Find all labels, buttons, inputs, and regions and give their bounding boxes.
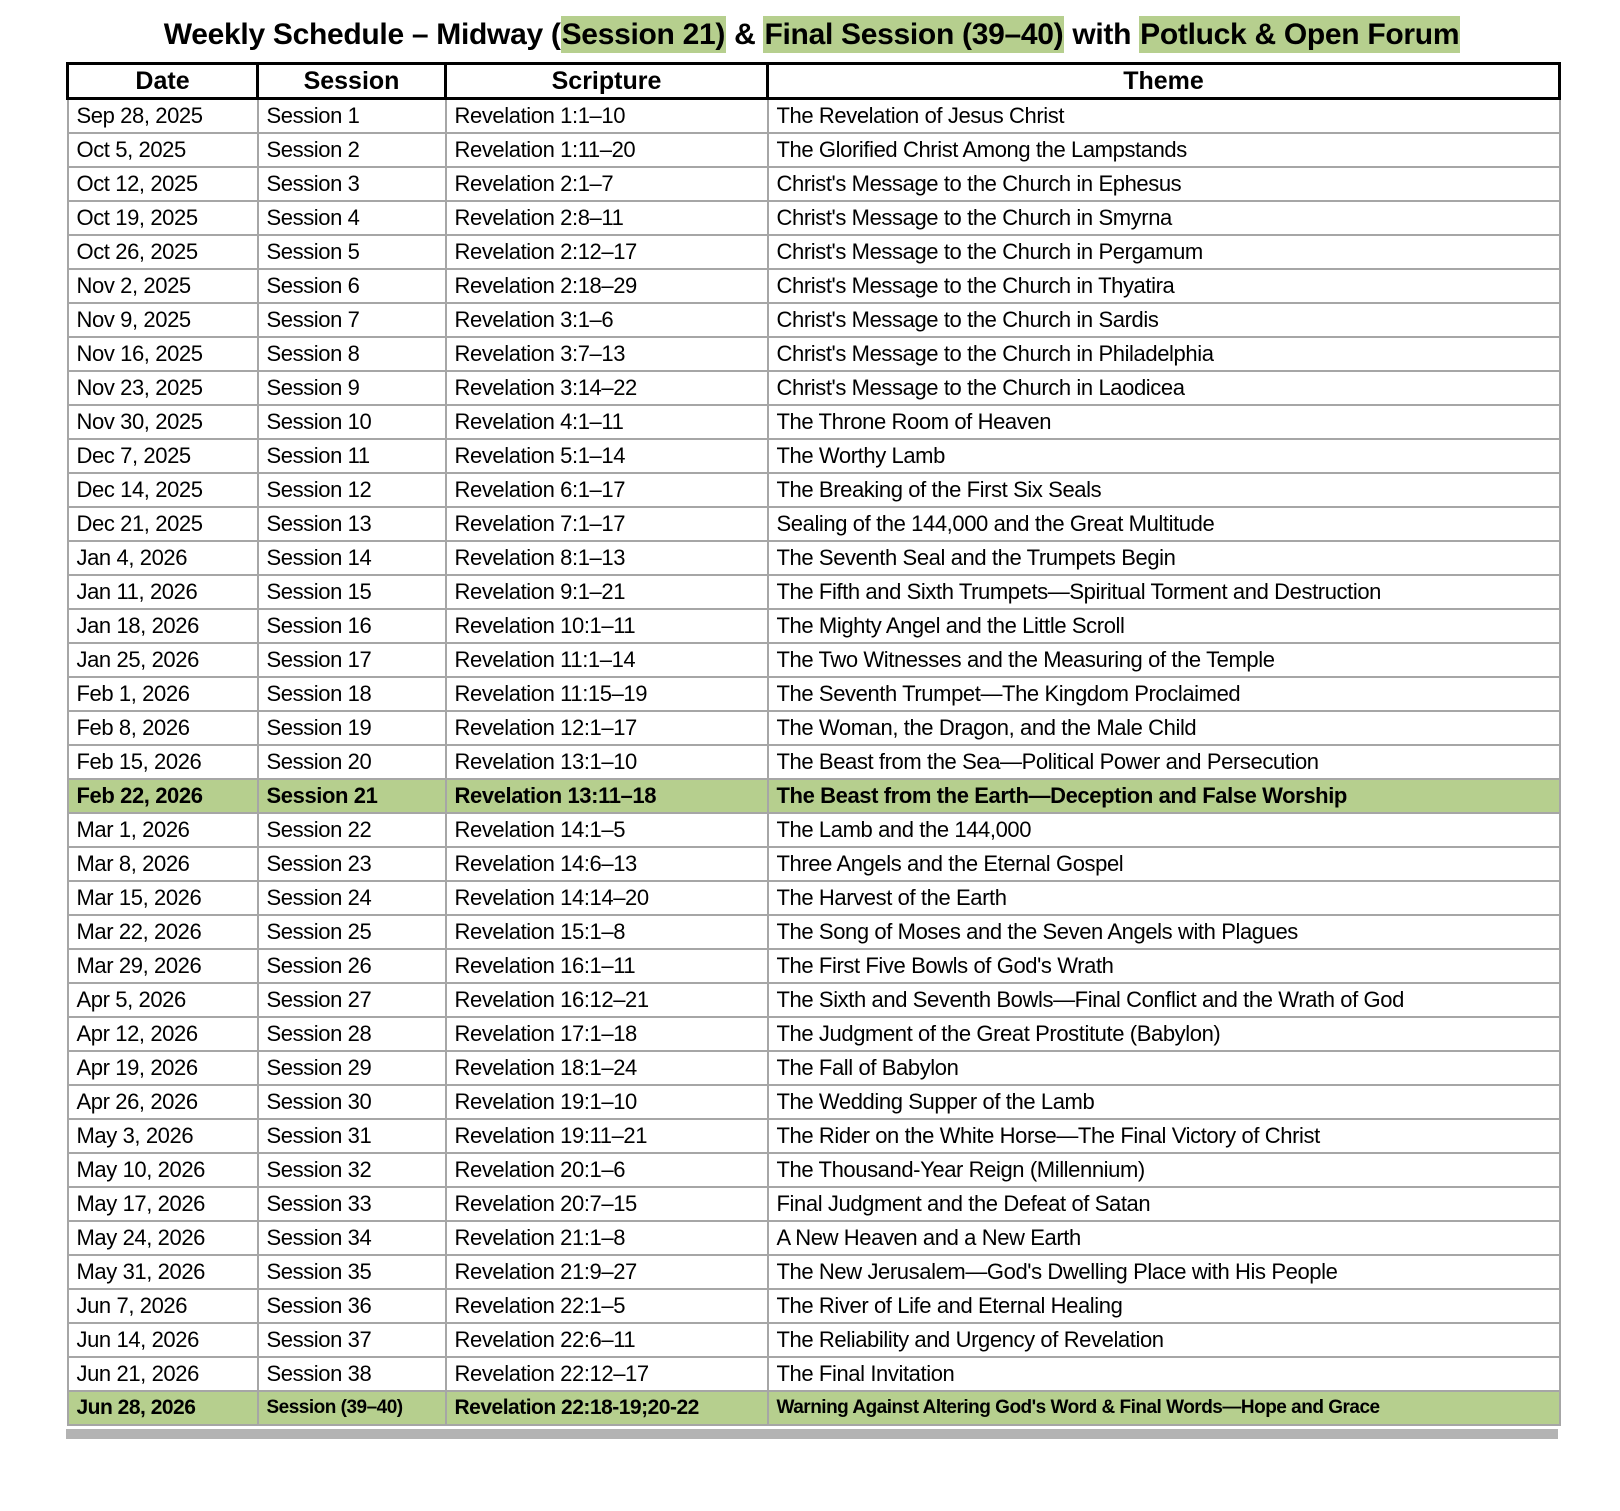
date-cell: Mar 15, 2026 (68, 881, 258, 915)
schedule-row (68, 167, 1560, 201)
title-highlight-segment: Session 21) (561, 18, 726, 51)
theme-cell: The Reliability and Urgency of Revelation (768, 1323, 1560, 1357)
date-cell: May 31, 2026 (68, 1255, 258, 1289)
date-cell: Oct 12, 2025 (68, 167, 258, 201)
schedule-row (68, 881, 1560, 915)
scripture-cell: Revelation 19:11–21 (446, 1119, 768, 1153)
schedule-row (68, 983, 1560, 1017)
theme-cell: The Lamb and the 144,000 (768, 813, 1560, 847)
session-cell: Session 29 (258, 1051, 446, 1085)
column-header-theme: Theme (768, 64, 1560, 99)
date-cell: Feb 1, 2026 (68, 677, 258, 711)
theme-cell: The Final Invitation (768, 1357, 1560, 1391)
schedule-row (68, 371, 1560, 405)
theme-cell: The Thousand-Year Reign (Millennium) (768, 1153, 1560, 1187)
schedule-row (68, 745, 1560, 779)
date-cell: Jun 7, 2026 (68, 1289, 258, 1323)
session-cell: Session 33 (258, 1187, 446, 1221)
theme-cell: The Song of Moses and the Seven Angels with Plagues (768, 915, 1560, 949)
session-cell: Session 34 (258, 1221, 446, 1255)
theme-cell: The Beast from the Earth—Deception and False Worship (768, 779, 1560, 813)
scripture-cell: Revelation 17:1–18 (446, 1017, 768, 1051)
date-cell: Feb 22, 2026 (68, 779, 258, 813)
theme-cell: The Worthy Lamb (768, 439, 1560, 473)
date-cell: Sep 28, 2025 (68, 99, 258, 134)
scripture-cell: Revelation 12:1–17 (446, 711, 768, 745)
schedule-row (68, 813, 1560, 847)
session-cell: Session 23 (258, 847, 446, 881)
theme-cell: A New Heaven and a New Earth (768, 1221, 1560, 1255)
schedule-row (68, 915, 1560, 949)
theme-cell: Three Angels and the Eternal Gospel (768, 847, 1560, 881)
page-title (66, 18, 1558, 52)
date-cell: Mar 1, 2026 (68, 813, 258, 847)
scripture-cell: Revelation 2:8–11 (446, 201, 768, 235)
date-cell: Mar 29, 2026 (68, 949, 258, 983)
schedule-row (68, 1221, 1560, 1255)
session-cell: Session 19 (258, 711, 446, 745)
date-cell: Jan 4, 2026 (68, 541, 258, 575)
column-header-scripture: Scripture (446, 64, 768, 99)
date-cell: May 10, 2026 (68, 1153, 258, 1187)
date-cell: Dec 14, 2025 (68, 473, 258, 507)
schedule-row (68, 269, 1560, 303)
session-cell: Session 26 (258, 949, 446, 983)
session-cell: Session 5 (258, 235, 446, 269)
session-cell: Session 15 (258, 575, 446, 609)
schedule-row (68, 235, 1560, 269)
date-cell: Nov 2, 2025 (68, 269, 258, 303)
date-cell: May 24, 2026 (68, 1221, 258, 1255)
schedule-row (68, 507, 1560, 541)
theme-cell: Christ's Message to the Church in Pergamum (768, 235, 1560, 269)
table-bottom-shadow (66, 1429, 1558, 1439)
date-cell: Nov 16, 2025 (68, 337, 258, 371)
date-cell: Nov 9, 2025 (68, 303, 258, 337)
schedule-row (68, 575, 1560, 609)
session-cell: Session 1 (258, 99, 446, 134)
session-cell: Session 8 (258, 337, 446, 371)
schedule-row (68, 609, 1560, 643)
theme-cell: The Throne Room of Heaven (768, 405, 1560, 439)
session-cell: Session 11 (258, 439, 446, 473)
scripture-cell: Revelation 21:9–27 (446, 1255, 768, 1289)
date-cell: Oct 19, 2025 (68, 201, 258, 235)
scripture-cell: Revelation 22:12–17 (446, 1357, 768, 1391)
title-highlight-segment: Potluck & Open Forum (1140, 18, 1460, 51)
scripture-cell: Revelation 3:14–22 (446, 371, 768, 405)
theme-cell: The Glorified Christ Among the Lampstands (768, 133, 1560, 167)
theme-cell: The Revelation of Jesus Christ (768, 99, 1560, 134)
scripture-cell: Revelation 8:1–13 (446, 541, 768, 575)
scripture-cell: Revelation 7:1–17 (446, 507, 768, 541)
theme-cell: The First Five Bowls of God's Wrath (768, 949, 1560, 983)
scripture-cell: Revelation 14:1–5 (446, 813, 768, 847)
title-highlight-segment: Final Session (39–40) (764, 18, 1064, 51)
scripture-cell: Revelation 18:1–24 (446, 1051, 768, 1085)
date-cell: Apr 12, 2026 (68, 1017, 258, 1051)
theme-cell: Final Judgment and the Defeat of Satan (768, 1187, 1560, 1221)
schedule-row (68, 99, 1560, 134)
scripture-cell: Revelation 22:1–5 (446, 1289, 768, 1323)
scripture-cell: Revelation 2:12–17 (446, 235, 768, 269)
schedule-row (68, 473, 1560, 507)
theme-cell: Christ's Message to the Church in Laodicea (768, 371, 1560, 405)
scripture-cell: Revelation 9:1–21 (446, 575, 768, 609)
session-cell: Session 9 (258, 371, 446, 405)
date-cell: Jan 18, 2026 (68, 609, 258, 643)
session-cell: Session 28 (258, 1017, 446, 1051)
session-cell: Session 36 (258, 1289, 446, 1323)
theme-cell: Christ's Message to the Church in Philadelphia (768, 337, 1560, 371)
theme-cell: The Harvest of the Earth (768, 881, 1560, 915)
session-cell: Session 4 (258, 201, 446, 235)
schedule-row (68, 1357, 1560, 1391)
theme-cell: The Breaking of the First Six Seals (768, 473, 1560, 507)
scripture-cell: Revelation 22:6–11 (446, 1323, 768, 1357)
session-cell: Session 12 (258, 473, 446, 507)
session-cell: Session 13 (258, 507, 446, 541)
schedule-row (68, 303, 1560, 337)
date-cell: Jan 25, 2026 (68, 643, 258, 677)
theme-cell: The New Jerusalem—God's Dwelling Place with His People (768, 1255, 1560, 1289)
theme-cell: The Wedding Supper of the Lamb (768, 1085, 1560, 1119)
date-cell: May 17, 2026 (68, 1187, 258, 1221)
scripture-cell: Revelation 6:1–17 (446, 473, 768, 507)
header-row (68, 64, 1560, 99)
schedule-row (68, 1323, 1560, 1357)
scripture-cell: Revelation 14:14–20 (446, 881, 768, 915)
session-cell: Session 30 (258, 1085, 446, 1119)
session-cell: Session 16 (258, 609, 446, 643)
schedule-row (68, 1289, 1560, 1323)
schedule-row (68, 1187, 1560, 1221)
column-header-date: Date (68, 64, 258, 99)
theme-cell: The Fall of Babylon (768, 1051, 1560, 1085)
session-cell: Session 18 (258, 677, 446, 711)
schedule-row (68, 643, 1560, 677)
scripture-cell: Revelation 2:18–29 (446, 269, 768, 303)
session-cell: Session 17 (258, 643, 446, 677)
schedule-row (68, 1391, 1560, 1425)
scripture-cell: Revelation 16:12–21 (446, 983, 768, 1017)
session-cell: Session 21 (258, 779, 446, 813)
date-cell: Apr 19, 2026 (68, 1051, 258, 1085)
title-segment: & (726, 18, 764, 51)
session-cell: Session 7 (258, 303, 446, 337)
schedule-table (66, 62, 1561, 1426)
date-cell: Feb 8, 2026 (68, 711, 258, 745)
date-cell: Jan 11, 2026 (68, 575, 258, 609)
date-cell: Nov 30, 2025 (68, 405, 258, 439)
session-cell: Session 2 (258, 133, 446, 167)
date-cell: Oct 26, 2025 (68, 235, 258, 269)
scripture-cell: Revelation 20:7–15 (446, 1187, 768, 1221)
schedule-row (68, 1255, 1560, 1289)
schedule-row (68, 949, 1560, 983)
theme-cell: Warning Against Altering God's Word & Final Words—Hope and Grace (768, 1391, 1560, 1425)
session-cell: Session 25 (258, 915, 446, 949)
session-cell: Session 35 (258, 1255, 446, 1289)
schedule-row (68, 133, 1560, 167)
schedule-row (68, 779, 1560, 813)
session-cell: Session 10 (258, 405, 446, 439)
scripture-cell: Revelation 1:1–10 (446, 99, 768, 134)
session-cell: Session 31 (258, 1119, 446, 1153)
date-cell: Jun 21, 2026 (68, 1357, 258, 1391)
session-cell: Session 14 (258, 541, 446, 575)
session-cell: Session 37 (258, 1323, 446, 1357)
theme-cell: The Rider on the White Horse—The Final Victory of Christ (768, 1119, 1560, 1153)
session-cell: Session 24 (258, 881, 446, 915)
scripture-cell: Revelation 15:1–8 (446, 915, 768, 949)
theme-cell: The Fifth and Sixth Trumpets—Spiritual Torment and Destruction (768, 575, 1560, 609)
theme-cell: The Seventh Seal and the Trumpets Begin (768, 541, 1560, 575)
theme-cell: Christ's Message to the Church in Smyrna (768, 201, 1560, 235)
title-segment: Weekly Schedule – Midway ( (163, 18, 561, 51)
session-cell: Session 20 (258, 745, 446, 779)
session-cell: Session 6 (258, 269, 446, 303)
date-cell: Apr 26, 2026 (68, 1085, 258, 1119)
schedule-row (68, 1085, 1560, 1119)
date-cell: May 3, 2026 (68, 1119, 258, 1153)
date-cell: Nov 23, 2025 (68, 371, 258, 405)
scripture-cell: Revelation 14:6–13 (446, 847, 768, 881)
date-cell: Dec 21, 2025 (68, 507, 258, 541)
schedule-row (68, 711, 1560, 745)
scripture-cell: Revelation 2:1–7 (446, 167, 768, 201)
session-cell: Session 27 (258, 983, 446, 1017)
theme-cell: The Judgment of the Great Prostitute (Babylon) (768, 1017, 1560, 1051)
theme-cell: Sealing of the 144,000 and the Great Multitude (768, 507, 1560, 541)
scripture-cell: Revelation 13:1–10 (446, 745, 768, 779)
date-cell: Oct 5, 2025 (68, 133, 258, 167)
date-cell: Jun 14, 2026 (68, 1323, 258, 1357)
scripture-cell: Revelation 3:1–6 (446, 303, 768, 337)
table-body (68, 99, 1560, 1426)
session-cell: Session 38 (258, 1357, 446, 1391)
schedule-row (68, 1119, 1560, 1153)
theme-cell: Christ's Message to the Church in Sardis (768, 303, 1560, 337)
schedule-row (68, 847, 1560, 881)
scripture-cell: Revelation 21:1–8 (446, 1221, 768, 1255)
date-cell: Feb 15, 2026 (68, 745, 258, 779)
scripture-cell: Revelation 4:1–11 (446, 405, 768, 439)
session-cell: Session 32 (258, 1153, 446, 1187)
scripture-cell: Revelation 11:1–14 (446, 643, 768, 677)
schedule-row (68, 201, 1560, 235)
date-cell: Mar 22, 2026 (68, 915, 258, 949)
theme-cell: The Mighty Angel and the Little Scroll (768, 609, 1560, 643)
scripture-cell: Revelation 11:15–19 (446, 677, 768, 711)
theme-cell: The Two Witnesses and the Measuring of the Temple (768, 643, 1560, 677)
theme-cell: Christ's Message to the Church in Thyatira (768, 269, 1560, 303)
schedule-row (68, 1017, 1560, 1051)
scripture-cell: Revelation 13:11–18 (446, 779, 768, 813)
column-header-session: Session (258, 64, 446, 99)
scripture-cell: Revelation 20:1–6 (446, 1153, 768, 1187)
date-cell: Mar 8, 2026 (68, 847, 258, 881)
scripture-cell: Revelation 10:1–11 (446, 609, 768, 643)
schedule-row (68, 337, 1560, 371)
date-cell: Jun 28, 2026 (68, 1391, 258, 1425)
schedule-row (68, 1153, 1560, 1187)
session-cell: Session (39–40) (258, 1391, 446, 1425)
scripture-cell: Revelation 3:7–13 (446, 337, 768, 371)
scripture-cell: Revelation 1:11–20 (446, 133, 768, 167)
table-header (68, 64, 1560, 99)
scripture-cell: Revelation 22:18-19;20-22 (446, 1391, 768, 1425)
schedule-row (68, 405, 1560, 439)
theme-cell: Christ's Message to the Church in Ephesus (768, 167, 1560, 201)
scripture-cell: Revelation 16:1–11 (446, 949, 768, 983)
theme-cell: The Beast from the Sea—Political Power and Persecution (768, 745, 1560, 779)
schedule-row (68, 541, 1560, 575)
session-cell: Session 22 (258, 813, 446, 847)
date-cell: Apr 5, 2026 (68, 983, 258, 1017)
schedule-row (68, 1051, 1560, 1085)
title-segment: with (1064, 18, 1140, 51)
session-cell: Session 3 (258, 167, 446, 201)
date-cell: Dec 7, 2025 (68, 439, 258, 473)
theme-cell: The Sixth and Seventh Bowls—Final Conflict and the Wrath of God (768, 983, 1560, 1017)
schedule-row (68, 677, 1560, 711)
scripture-cell: Revelation 19:1–10 (446, 1085, 768, 1119)
theme-cell: The Woman, the Dragon, and the Male Child (768, 711, 1560, 745)
schedule-row (68, 439, 1560, 473)
theme-cell: The Seventh Trumpet—The Kingdom Proclaimed (768, 677, 1560, 711)
theme-cell: The River of Life and Eternal Healing (768, 1289, 1560, 1323)
scripture-cell: Revelation 5:1–14 (446, 439, 768, 473)
